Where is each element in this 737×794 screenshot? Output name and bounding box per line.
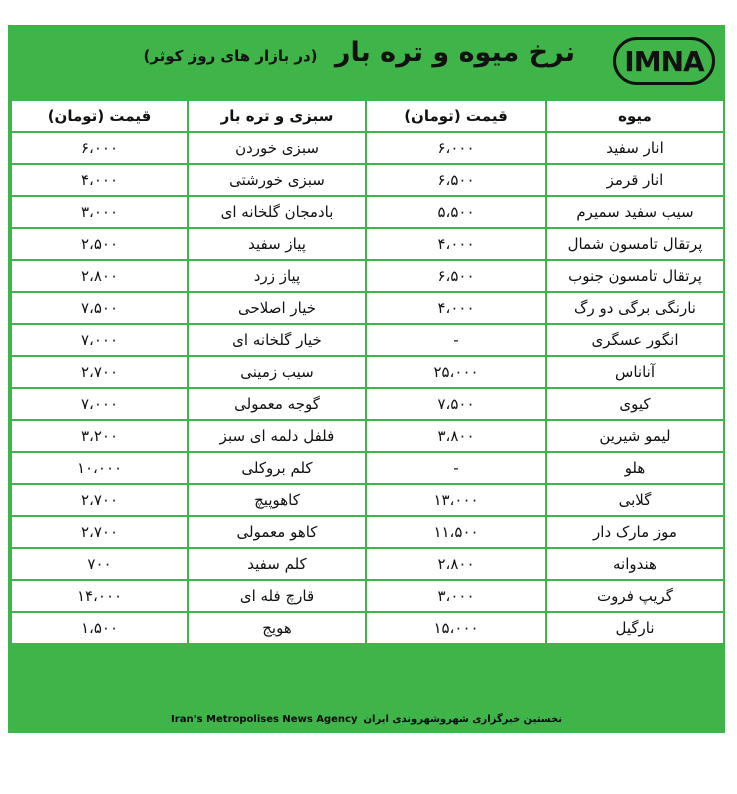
vegetable-name: هویج xyxy=(188,612,366,644)
vegetable-name: پیاز زرد xyxy=(188,260,366,292)
fruit-name: انار سفید xyxy=(546,132,724,164)
table-row xyxy=(11,420,724,452)
vegetable-price: ۴،۰۰۰ xyxy=(11,164,188,196)
table-row xyxy=(11,196,724,228)
column-header-fruit: میوه xyxy=(546,100,724,132)
table-row xyxy=(11,484,724,516)
vegetable-price: ۱۴،۰۰۰ xyxy=(11,580,188,612)
table-row xyxy=(11,388,724,420)
vegetable-price: ۶،۰۰۰ xyxy=(11,132,188,164)
fruit-name: گلابی xyxy=(546,484,724,516)
fruit-name: انار قرمز xyxy=(546,164,724,196)
vegetable-price: ۱۰،۰۰۰ xyxy=(11,452,188,484)
vegetable-name: سیب زمینی xyxy=(188,356,366,388)
vegetable-price: ۷۰۰ xyxy=(11,548,188,580)
fruit-price: ۶،۵۰۰ xyxy=(366,164,546,196)
table-row xyxy=(11,516,724,548)
fruit-price: ۴،۰۰۰ xyxy=(366,292,546,324)
vegetable-price: ۷،۰۰۰ xyxy=(11,388,188,420)
fruit-price: ۱۱،۵۰۰ xyxy=(366,516,546,548)
fruit-price: ۵،۵۰۰ xyxy=(366,196,546,228)
logo-text: IMNA xyxy=(624,44,704,78)
footer-persian: نخستین خبرگزاری شهروشهروندی ایران xyxy=(363,713,562,725)
footer-english: Iran's Metropolises News Agency xyxy=(171,713,358,725)
column-header-fruit-price: قیمت (تومان) xyxy=(366,100,546,132)
table-row xyxy=(11,324,724,356)
vegetable-name: پیاز سفید xyxy=(188,228,366,260)
fruit-name: گریپ فروت xyxy=(546,580,724,612)
table-row xyxy=(11,548,724,580)
column-header-vegetable: سبزی و تره بار xyxy=(188,100,366,132)
fruit-price: - xyxy=(366,324,546,356)
fruit-price: - xyxy=(366,452,546,484)
vegetable-price: ۳،۲۰۰ xyxy=(11,420,188,452)
price-table xyxy=(10,99,725,645)
vegetable-price: ۲،۷۰۰ xyxy=(11,484,188,516)
title-text: نرخ میوه و تره بار xyxy=(334,37,575,68)
fruit-price: ۶،۵۰۰ xyxy=(366,260,546,292)
fruit-name: هلو xyxy=(546,452,724,484)
column-header-vegetable-price: قیمت (تومان) xyxy=(11,100,188,132)
fruit-name: انگور عسگری xyxy=(546,324,724,356)
table-row xyxy=(11,260,724,292)
vegetable-price: ۲،۷۰۰ xyxy=(11,516,188,548)
fruit-name: نارگیل xyxy=(546,612,724,644)
fruit-name: پرتقال تامسون جنوب xyxy=(546,260,724,292)
fruit-name: آناناس xyxy=(546,356,724,388)
fruit-price: ۳،۰۰۰ xyxy=(366,580,546,612)
vegetable-name: کلم سفید xyxy=(188,548,366,580)
table-row xyxy=(11,580,724,612)
vegetable-price: ۷،۵۰۰ xyxy=(11,292,188,324)
footer-bar xyxy=(8,705,725,733)
fruit-price: ۶،۰۰۰ xyxy=(366,132,546,164)
fruit-name: هندوانه xyxy=(546,548,724,580)
vegetable-name: کاهوپیچ xyxy=(188,484,366,516)
vegetable-price: ۱،۵۰۰ xyxy=(11,612,188,644)
fruit-name: موز مارک دار xyxy=(546,516,724,548)
vegetable-name: سبزی خوردن xyxy=(188,132,366,164)
fruit-price: ۱۵،۰۰۰ xyxy=(366,612,546,644)
fruit-price: ۱۳،۰۰۰ xyxy=(366,484,546,516)
table-row xyxy=(11,612,724,644)
fruit-price: ۳،۸۰۰ xyxy=(366,420,546,452)
fruit-name: لیمو شیرین xyxy=(546,420,724,452)
table-row xyxy=(11,132,724,164)
vegetable-price: ۲،۵۰۰ xyxy=(11,228,188,260)
table-row xyxy=(11,228,724,260)
vegetable-price: ۲،۷۰۰ xyxy=(11,356,188,388)
table-header-row xyxy=(11,100,724,132)
vegetable-name: خیار اصلاحی xyxy=(188,292,366,324)
vegetable-name: گوجه معمولی xyxy=(188,388,366,420)
fruit-name: سیب سفید سمیرم xyxy=(546,196,724,228)
vegetable-name: کلم بروکلی xyxy=(188,452,366,484)
header-bar xyxy=(8,25,725,99)
fruit-price: ۴،۰۰۰ xyxy=(366,228,546,260)
vegetable-price: ۳،۰۰۰ xyxy=(11,196,188,228)
vegetable-price: ۲،۸۰۰ xyxy=(11,260,188,292)
vegetable-price: ۷،۰۰۰ xyxy=(11,324,188,356)
subtitle-text: (در بازار های روز کوثر) xyxy=(143,47,318,65)
table-row xyxy=(11,292,724,324)
fruit-name: پرتقال تامسون شمال xyxy=(546,228,724,260)
table-row xyxy=(11,164,724,196)
vegetable-name: خیار گلخانه ای xyxy=(188,324,366,356)
table-row xyxy=(11,356,724,388)
page-title xyxy=(143,37,575,68)
fruit-price: ۲۵،۰۰۰ xyxy=(366,356,546,388)
fruit-price: ۲،۸۰۰ xyxy=(366,548,546,580)
vegetable-name: قارچ فله ای xyxy=(188,580,366,612)
vegetable-name: بادمجان گلخانه ای xyxy=(188,196,366,228)
table-row xyxy=(11,452,724,484)
imna-logo xyxy=(613,37,715,85)
fruit-price: ۷،۵۰۰ xyxy=(366,388,546,420)
price-sheet xyxy=(8,25,725,733)
vegetable-name: کاهو معمولی xyxy=(188,516,366,548)
fruit-name: نارنگی برگی دو رگ xyxy=(546,292,724,324)
vegetable-name: سبزی خورشتی xyxy=(188,164,366,196)
vegetable-name: فلفل دلمه ای سبز xyxy=(188,420,366,452)
fruit-name: کیوی xyxy=(546,388,724,420)
